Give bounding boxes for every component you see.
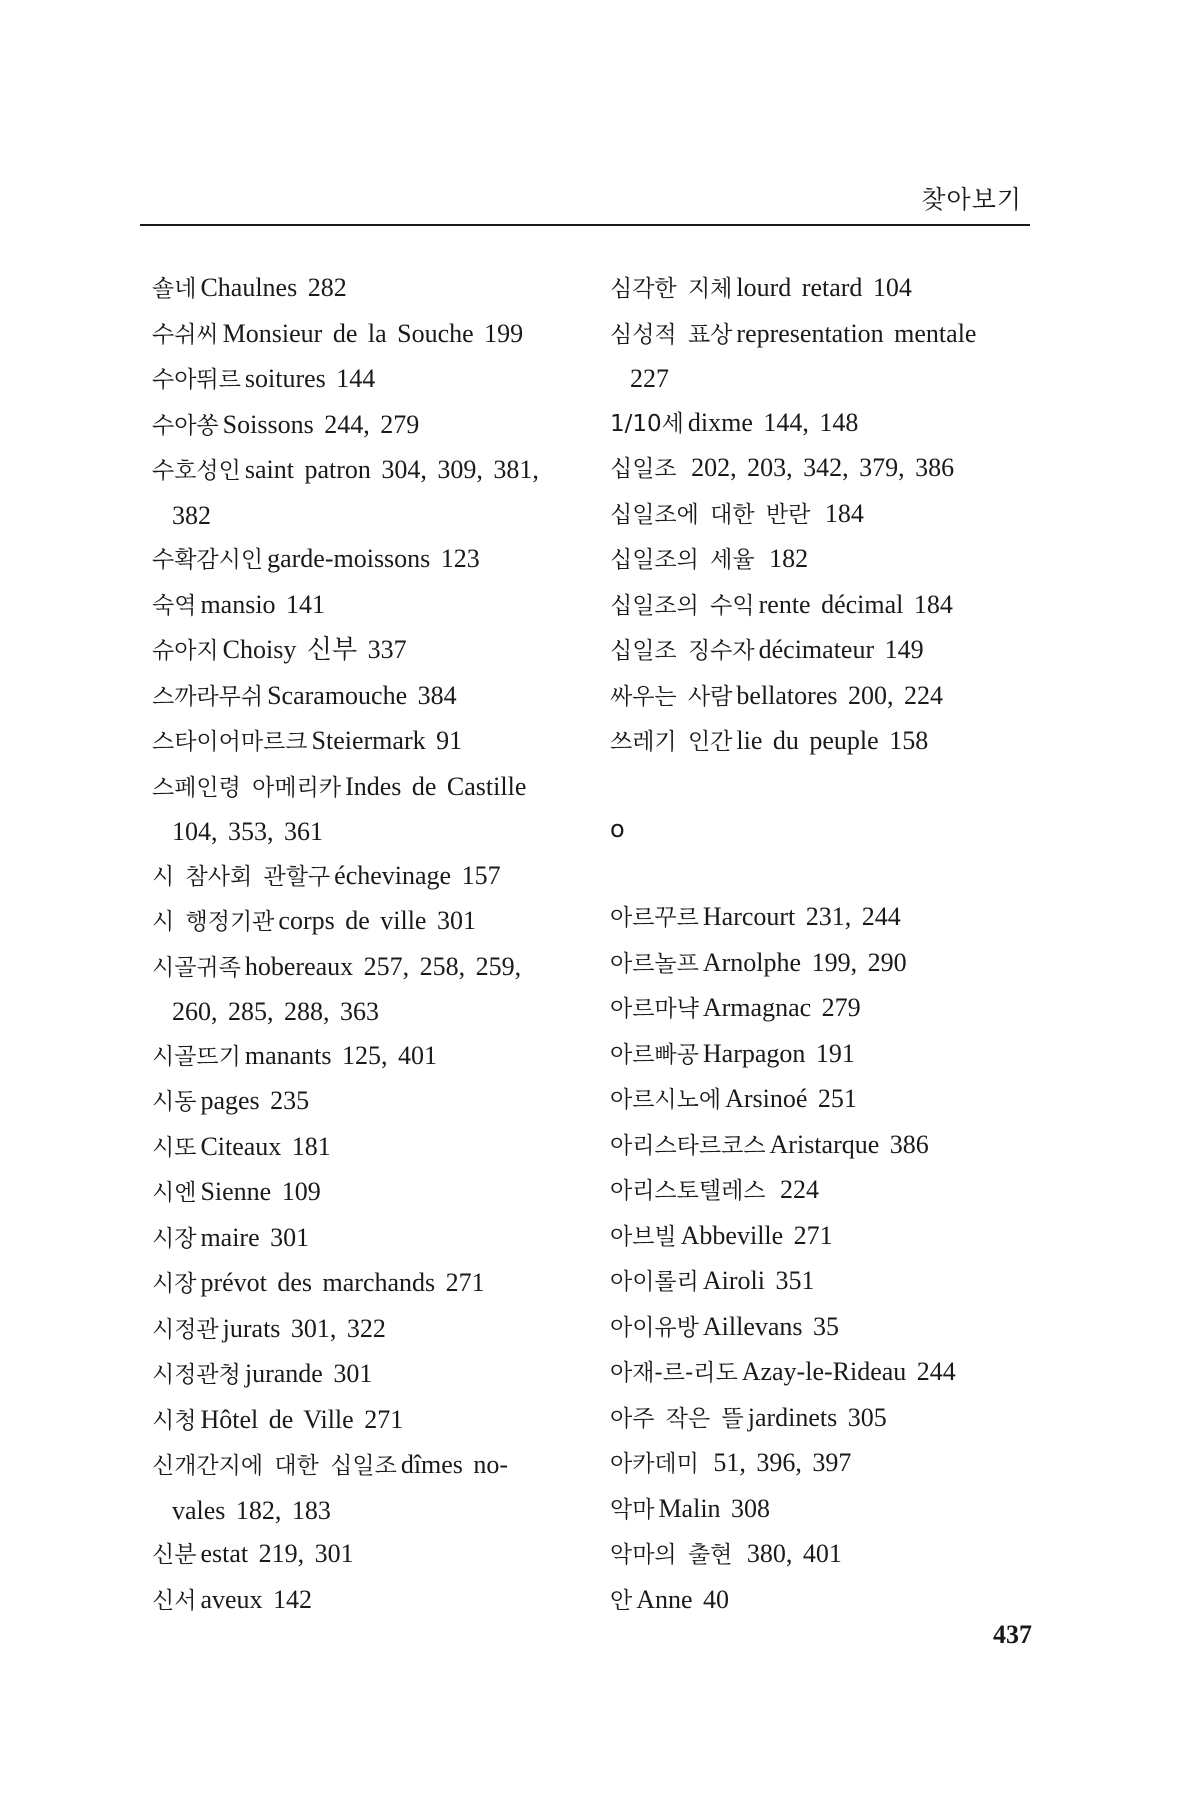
entry-korean-term: 십일조의 세율	[610, 547, 755, 573]
entry-original-term-and-pages: Aillevans 35	[702, 1311, 840, 1341]
entry-original-term-and-pages: Armagnac 279	[702, 993, 861, 1022]
entry-korean-term: 시엔	[152, 1180, 197, 1206]
entry-original-term-and-pages: jurande 301	[244, 1359, 373, 1388]
entry-original-term-and-pages: Chaulnes 282	[200, 273, 347, 302]
entry-original-term-and-pages: 380, 401	[736, 1539, 842, 1568]
index-entry	[152, 1352, 582, 1398]
index-entry	[610, 1396, 1040, 1442]
entry-original-term-and-pages: Arnolphe 199, 290	[702, 947, 907, 977]
index-entry	[610, 1487, 1040, 1533]
index-entry	[610, 266, 1040, 312]
entry-korean-term: 아르놀프	[610, 950, 699, 977]
index-group-ieung	[610, 895, 1040, 1623]
index-entry	[152, 537, 582, 583]
entry-original-term-and-pages: 202, 203, 342, 379, 386	[680, 453, 955, 482]
entry-original-term-and-pages: 51, 396, 397	[702, 1448, 852, 1477]
index-entry	[152, 628, 582, 674]
index-entry	[610, 941, 1040, 987]
index-entry	[152, 583, 582, 629]
entry-korean-term: 십일조에 대한 반란	[610, 501, 811, 528]
entry-korean-term: 아리스타르코스	[610, 1132, 766, 1159]
index-entry	[152, 1532, 582, 1578]
entry-original-term-and-pages: estat 219, 301	[200, 1539, 354, 1568]
entry-korean-term: 시골뜨기	[152, 1043, 241, 1070]
entry-korean-term: 악마	[610, 1496, 655, 1523]
header-rule	[140, 224, 1030, 226]
entry-korean-term: 신서	[152, 1587, 197, 1614]
index-entry	[152, 854, 582, 900]
entry-korean-term: 아이유방	[610, 1314, 699, 1341]
entry-original-term-and-pages: Harcourt 231, 244	[702, 902, 901, 931]
index-entry	[152, 1261, 582, 1307]
entry-korean-term: 수호성인	[152, 458, 241, 484]
entry-original-term-and-pages: Sienne 109	[200, 1177, 321, 1206]
index-entry	[610, 1259, 1040, 1305]
index-entry	[152, 1578, 582, 1624]
entry-korean-term: 신개간지에 대한 십일조	[152, 1453, 397, 1479]
entry-korean-term: 시장	[152, 1225, 197, 1252]
index-group-sim-ssi	[610, 266, 1040, 765]
entry-korean-term: 아르꾸르	[610, 905, 699, 931]
entry-korean-term: 안	[610, 1587, 633, 1614]
entry-korean-term: 시 행정기관	[152, 909, 275, 935]
entry-original-term-and-pages: Harpagon 191	[702, 1038, 855, 1068]
entry-original-term-and-pages: dixme 144, 148	[687, 407, 859, 437]
entry-continuation: 382	[172, 500, 211, 530]
entry-korean-term: 악마의 출현	[610, 1542, 733, 1568]
index-entry	[610, 401, 1040, 447]
entry-korean-term: 수아뛰르	[152, 367, 241, 393]
index-entry	[152, 312, 582, 358]
entry-korean-term: 시청	[152, 1407, 197, 1434]
entry-korean-term: 슈아지	[152, 638, 219, 664]
index-entry	[152, 765, 582, 854]
index-entry	[610, 1441, 1040, 1487]
index-entry	[152, 1216, 582, 1262]
entry-korean-term: 아르빠공	[610, 1041, 699, 1068]
index-entry	[152, 1125, 582, 1171]
entry-original-term-and-pages: rente décimal 184	[758, 589, 953, 619]
entry-original-term-and-pages: maire 301	[200, 1222, 310, 1252]
entry-original-term-and-pages: décimateur 149	[758, 635, 924, 664]
page-number: 437	[993, 1620, 1032, 1649]
entry-korean-term: 심각한 지체	[610, 276, 733, 302]
header-title: 찾아보기	[921, 185, 1022, 214]
entry-korean-term: 심성적 표상	[610, 321, 733, 348]
index-entry	[610, 1032, 1040, 1078]
entry-korean-term: 아브빌	[610, 1223, 677, 1250]
entry-korean-term: 시정관청	[152, 1362, 241, 1388]
entry-original-term-and-pages: Aristarque 386	[769, 1129, 929, 1159]
entry-original-term-and-pages: Malin 308	[658, 1493, 771, 1523]
index-entry	[152, 1443, 582, 1532]
entry-original-term-and-pages: Choisy 신부 337	[222, 635, 407, 664]
entry-korean-term: 아리스토텔레스	[610, 1178, 766, 1204]
index-entry	[152, 674, 582, 720]
entry-original-term-and-pages: lie du peuple 158	[736, 726, 929, 755]
entry-original-term-and-pages: Monsieur de la Souche 199	[222, 318, 524, 348]
entry-korean-term: 시골귀족	[152, 954, 241, 981]
entry-original-term-and-pages: 224	[769, 1175, 820, 1204]
entry-original-term-and-pages: Azay-le-Rideau 244	[741, 1357, 956, 1386]
entry-korean-term: 아르시노에	[610, 1087, 722, 1113]
entry-original-term-and-pages: jurats 301, 322	[222, 1313, 386, 1343]
entry-original-term-and-pages: mansio 141	[200, 589, 326, 619]
index-entry	[610, 986, 1040, 1032]
entry-original-term-and-pages: hobereaux 257, 258, 259,	[244, 951, 522, 981]
index-entry	[152, 945, 582, 1034]
entry-original-term-and-pages: aveux 142	[200, 1584, 313, 1614]
entry-korean-term: 스페인령 아메리카	[152, 774, 342, 801]
entry-original-term-and-pages: prévot des marchands 271	[200, 1268, 485, 1297]
entry-original-term-and-pages: Airoli 351	[702, 1266, 815, 1295]
entry-original-term-and-pages: Hôtel de Ville 271	[200, 1404, 404, 1434]
index-entry	[152, 899, 582, 945]
running-header	[140, 176, 1030, 226]
entry-korean-term: 싸우는 사람	[610, 683, 733, 710]
entry-korean-term: 십일조	[610, 456, 677, 482]
entry-original-term-and-pages: échevinage 157	[334, 860, 501, 890]
index-entry	[610, 719, 1040, 765]
index-entry	[610, 583, 1040, 629]
entry-original-term-and-pages: jardinets 305	[747, 1402, 887, 1432]
index-entry	[610, 1532, 1040, 1578]
index-entry	[610, 312, 1040, 401]
entry-korean-term: 아르마냑	[610, 996, 699, 1022]
entry-korean-term: 스타이어마르크	[152, 729, 308, 755]
index-entry	[610, 1077, 1040, 1123]
index-entry	[610, 1123, 1040, 1169]
index-entry	[152, 1170, 582, 1216]
index-entry	[152, 1307, 582, 1353]
index-entry	[610, 1305, 1040, 1351]
entry-original-term-and-pages: Soissons 244, 279	[222, 409, 420, 439]
entry-korean-term: 아재-르-리도	[610, 1360, 738, 1386]
index-entry	[610, 446, 1040, 492]
index-entry	[152, 403, 582, 449]
entry-original-term-and-pages: Indes de Castille	[345, 771, 527, 801]
entry-korean-term: 아주 작은 뜰	[610, 1405, 744, 1432]
index-entry	[152, 357, 582, 403]
index-entry	[610, 628, 1040, 674]
entry-korean-term: 1/10세	[610, 410, 684, 437]
index-entry	[152, 719, 582, 765]
entry-korean-term: 시장	[152, 1271, 197, 1297]
index-entry	[610, 1350, 1040, 1396]
entry-korean-term: 십일조 징수자	[610, 638, 755, 664]
entry-korean-term: 수쉬씨	[152, 321, 219, 348]
entry-korean-term: 시또	[152, 1134, 197, 1161]
index-entry	[152, 266, 582, 312]
entry-korean-term: 수아쏭	[152, 412, 219, 439]
entry-continuation: 260, 285, 288, 363	[172, 997, 379, 1026]
entry-original-term-and-pages: corps de ville 301	[278, 906, 476, 935]
entry-original-term-and-pages: bellatores 200, 224	[736, 680, 943, 710]
index-entry	[610, 674, 1040, 720]
entry-original-term-and-pages: Citeaux 181	[200, 1131, 331, 1161]
index-entry	[152, 1034, 582, 1080]
entry-korean-term: 아카데미	[610, 1451, 699, 1477]
entry-korean-term: 숙역	[152, 592, 197, 619]
section-letter: o	[610, 815, 625, 843]
entry-original-term-and-pages: garde-moissons 123	[267, 544, 480, 573]
index-column-right	[610, 266, 1040, 1623]
entry-original-term-and-pages: dîmes no-	[400, 1450, 509, 1479]
index-entry	[610, 492, 1040, 538]
entry-original-term-and-pages: representation mentale	[736, 318, 977, 348]
entry-korean-term: 아이롤리	[610, 1269, 699, 1295]
entry-korean-term: 시동	[152, 1089, 197, 1115]
entry-original-term-and-pages: Scaramouche 384	[267, 680, 457, 710]
entry-original-term-and-pages: Abbeville 271	[680, 1220, 833, 1250]
index-entry	[610, 1578, 1040, 1624]
entry-original-term-and-pages: Arsinoé 251	[725, 1084, 857, 1113]
entry-korean-term: 시정관	[152, 1316, 219, 1343]
entry-korean-term: 쓰레기 인간	[610, 729, 733, 755]
entry-original-term-and-pages: Anne 40	[636, 1584, 730, 1614]
entry-original-term-and-pages: lourd retard 104	[736, 273, 912, 302]
index-entry	[152, 1079, 582, 1125]
entry-continuation: vales 182, 183	[172, 1495, 331, 1525]
index-entry	[610, 1168, 1040, 1214]
entry-original-term-and-pages: 182	[758, 544, 809, 573]
index-entry	[152, 448, 582, 537]
entry-korean-term: 신분	[152, 1542, 197, 1568]
entry-continuation: 227	[630, 364, 669, 393]
entry-original-term-and-pages: 184	[814, 498, 864, 528]
entry-original-term-and-pages: pages 235	[200, 1086, 310, 1115]
entry-korean-term: 십일조의 수익	[610, 592, 755, 619]
entry-original-term-and-pages: saint patron 304, 309, 381,	[244, 455, 539, 484]
entry-original-term-and-pages: Steiermark 91	[311, 726, 463, 755]
entry-korean-term: 수확감시인	[152, 547, 264, 573]
index-entry	[610, 537, 1040, 583]
index-column-left	[152, 266, 582, 1623]
entry-original-term-and-pages: manants 125, 401	[244, 1040, 438, 1070]
entry-korean-term: 스까라무쉬	[152, 683, 264, 710]
index-entry	[152, 1398, 582, 1444]
index-entry	[610, 1214, 1040, 1260]
entry-korean-term: 시 참사회 관할구	[152, 863, 331, 890]
entry-original-term-and-pages: soitures 144	[244, 364, 376, 393]
entry-continuation: 104, 353, 361	[172, 817, 323, 846]
index-entry	[610, 895, 1040, 941]
entry-korean-term: 숄네	[152, 276, 197, 302]
